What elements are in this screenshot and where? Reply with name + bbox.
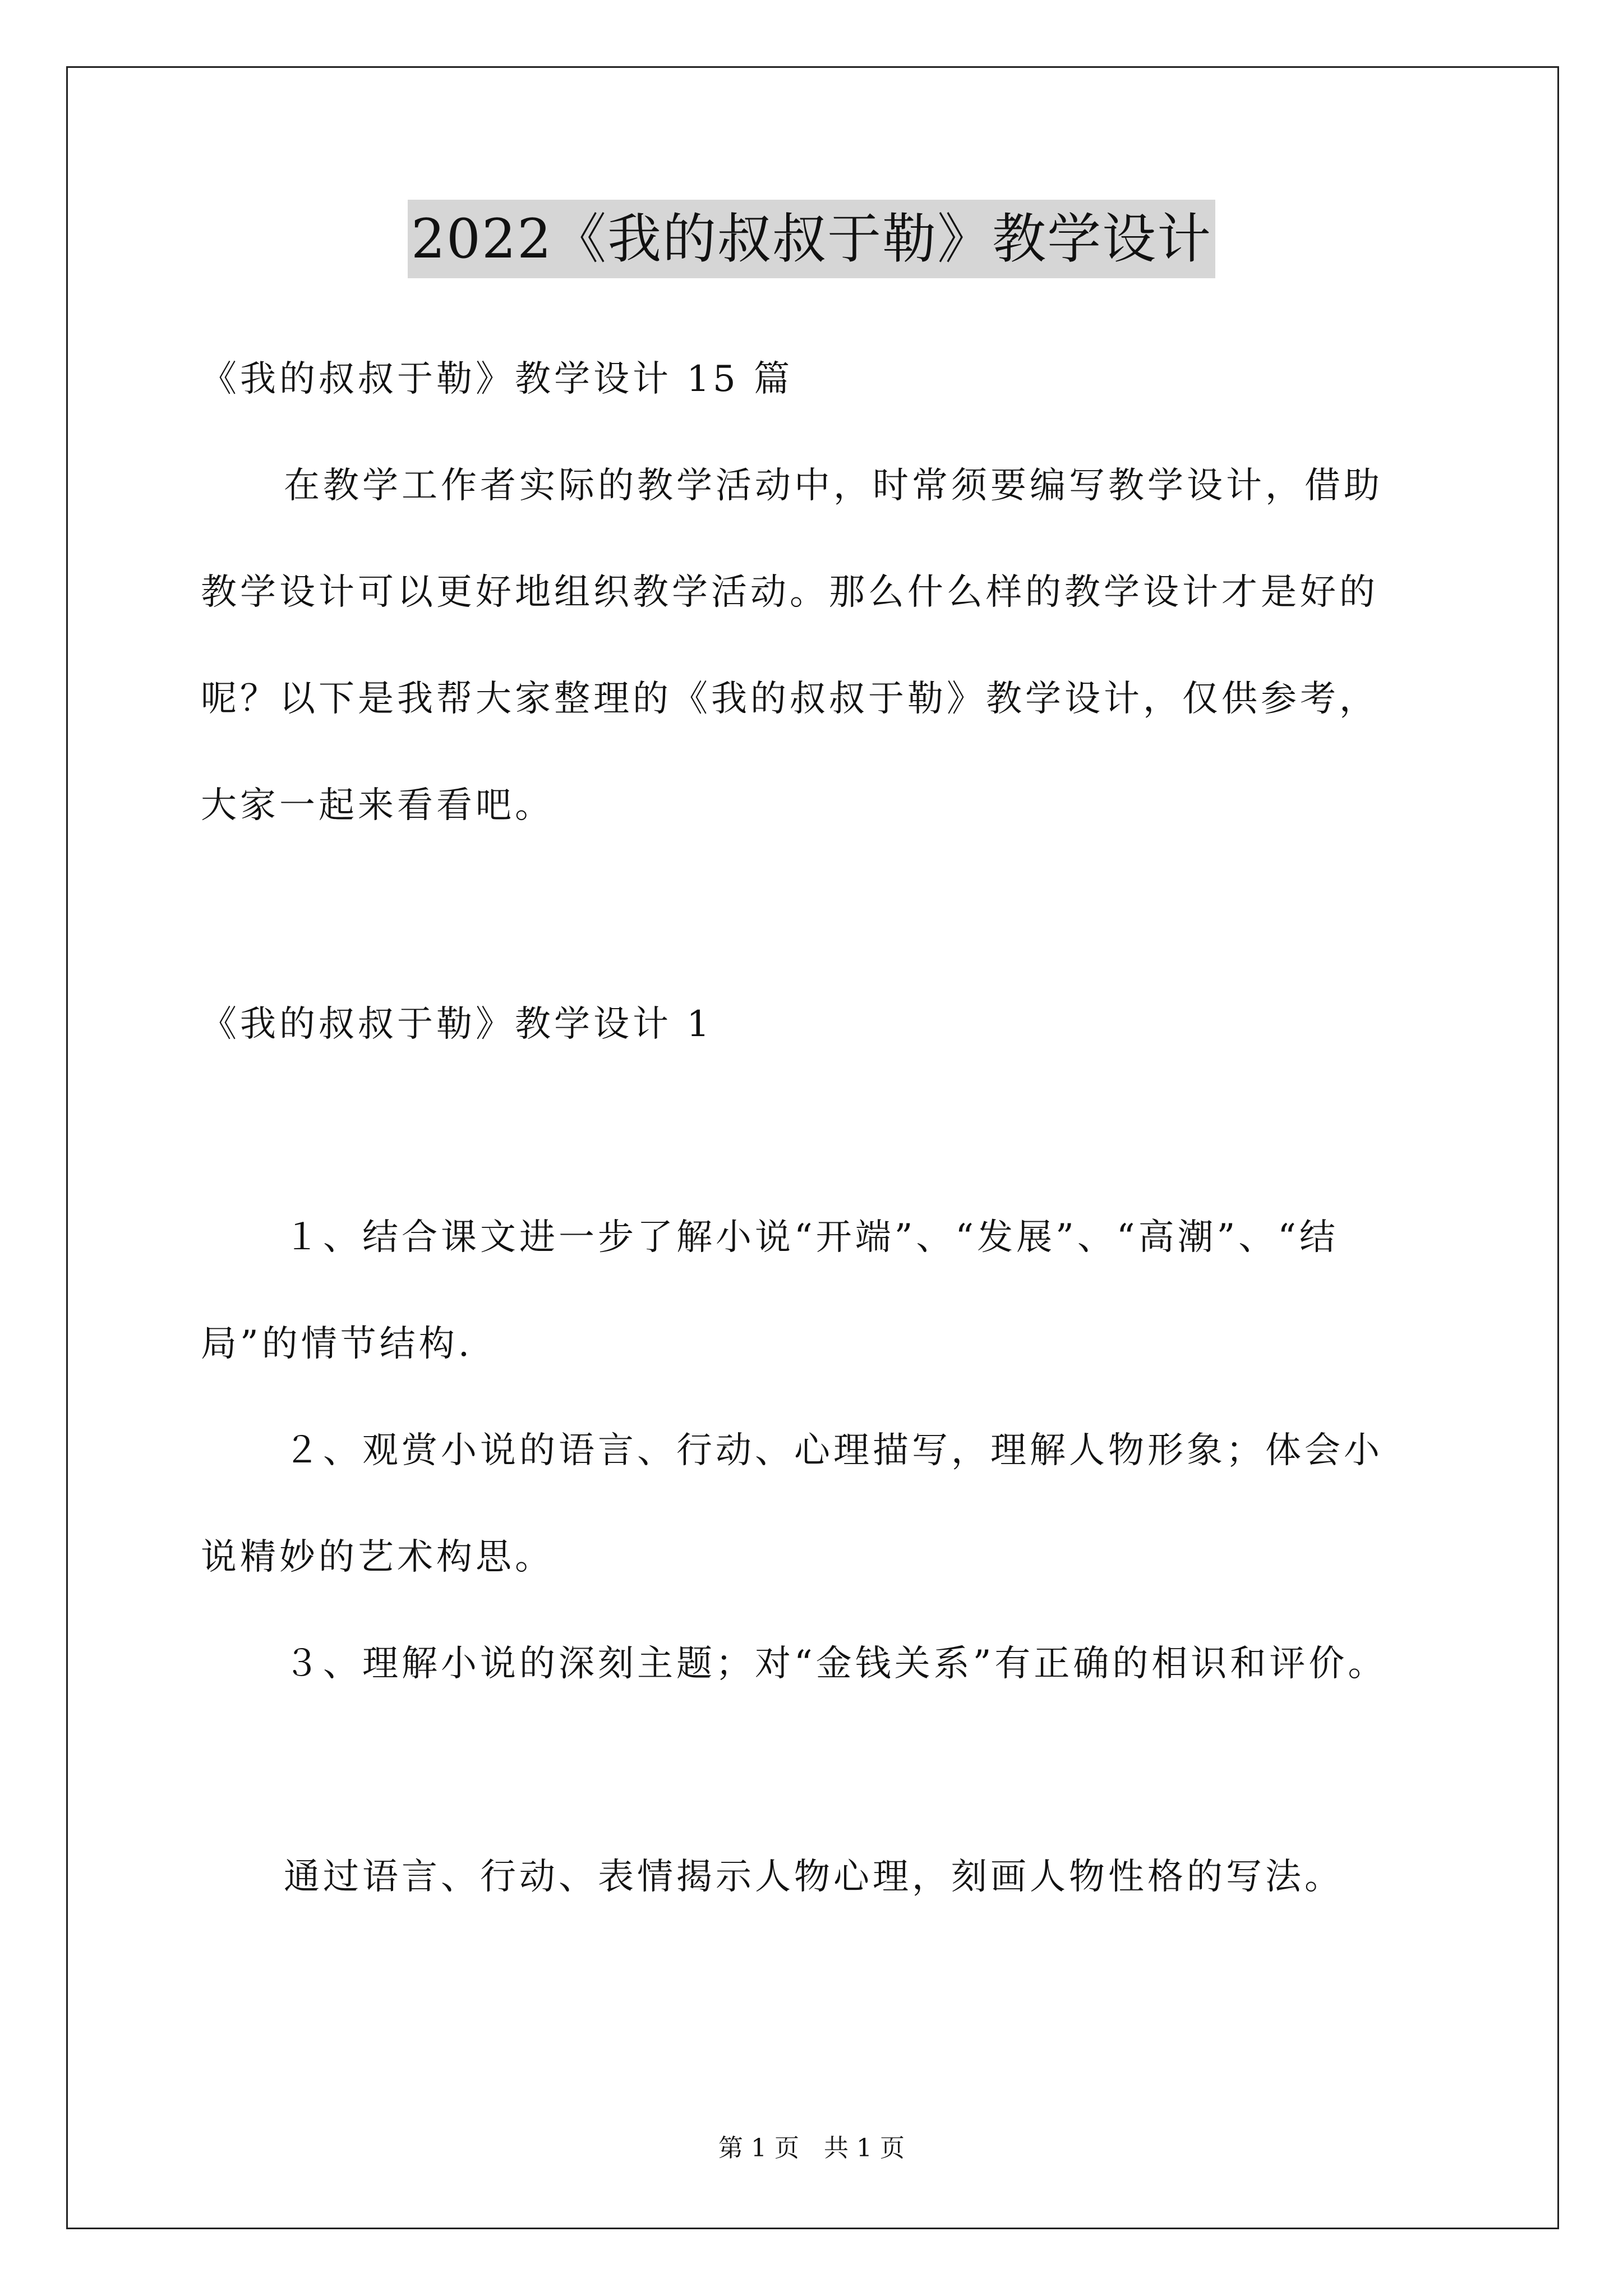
objective-item-3: ３、理解小说的深刻主题；对“金钱关系”有正确的相识和评价。 [284, 1643, 1387, 1685]
paragraph-line: 大家一起来看看吧。 [201, 785, 554, 826]
title-container [0, 200, 1623, 278]
subtitle-line: 《我的叔叔于勒》教学设计 15 篇 [201, 358, 794, 400]
document-title: 2022《我的叔叔于勒》教学设计 [408, 200, 1215, 278]
page-footer: 第 1 页 共 1 页 [718, 2134, 905, 2162]
objective-item-1-continued: 局”的情节结构. [201, 1323, 473, 1365]
paragraph-line: 教学设计可以更好地组织教学活动。那么什么样的教学设计才是好的 [201, 572, 1378, 613]
objective-item-2: ２、观赏小说的语言、行动、心理描写，理解人物形象；体会小 [284, 1430, 1383, 1471]
key-point-line: 通过语言、行动、表情揭示人物心理，刻画人物性格的写法。 [284, 1856, 1344, 1898]
paragraph-line: 呢？以下是我帮大家整理的《我的叔叔于勒》教学设计，仅供参考， [201, 678, 1378, 720]
paragraph-line: 在教学工作者实际的教学活动中，时常须要编写教学设计，借助 [284, 465, 1383, 507]
objective-item-1: １、结合课文进一步了解小说“开端”、“发展”、“高潮”、“结 [284, 1217, 1339, 1258]
section-heading: 《我的叔叔于勒》教学设计 1 [201, 1004, 713, 1045]
objective-item-2-continued: 说精妙的艺术构思。 [201, 1536, 554, 1578]
